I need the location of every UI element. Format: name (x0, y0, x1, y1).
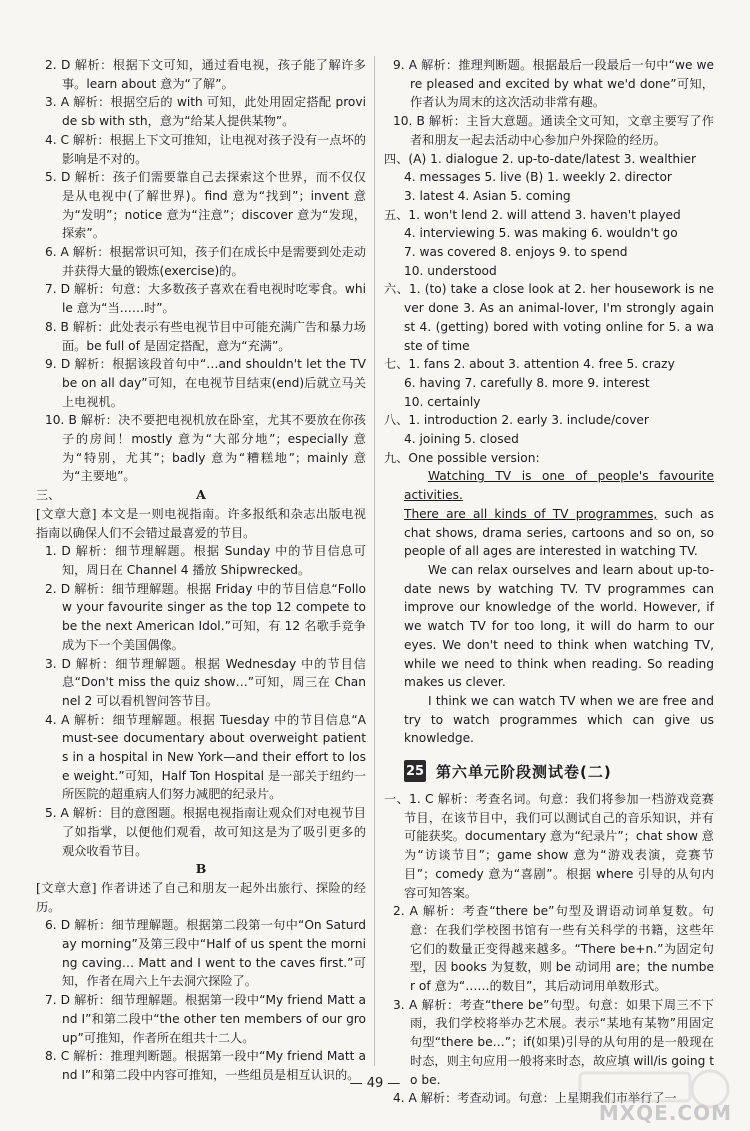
answer-item: 六、1. (to) take a close look at 2. her housework is never done 3. As an animal-lover, I'm strongly against 4. (getting) bored with voting online for 5. a waste of time (384, 282, 714, 353)
answer-item: 10. B 解析：决不要把电视机放在卧室，尤其不要放在你孩子的房间！mostly 意为“大部分地”；especially 意为“特别，尤其”；badly 意为“糟糕地”；mainly 意为“主要地”。 (45, 413, 366, 484)
passage-summary: [文章大意] 作者讲述了自己和朋友一起外出旅行、探险的经历。 (36, 880, 366, 914)
section-header (36, 486, 366, 505)
essay-underlined-2: There are all kinds of TV programmes, (404, 506, 658, 521)
answer-item: 2. D 解析：根据下文可知，通过看电视，孩子能了解许多事。learn about 意为“了解”。 (45, 58, 366, 91)
answer-item: 八、1. introduction 2. early 3. include/cover (384, 413, 649, 428)
answer-item: 5. D 解析：孩子们需要靠自己去探索这个世界，而不仅仅是从电视中(了解世界)。find 意为“找到”；invent 意为“发明”；notice 意为“注意”；discover 意为“发现，探索”。 (45, 170, 366, 241)
answer-item: 4. A 解析：考查动词。句意：上星期我们市举行了一 (393, 1091, 677, 1106)
answer-item: 3. D 解析：细节理解题。根据 Wednesday 中的节目信息“Don't miss the quiz show…”可知，周三在 Channel 2 可以看机智问答节目。 (45, 656, 366, 708)
answer-item: 3. A 解析：根据空后的 with 可知，此处用固定搭配 provide sb with sth，意为“给某人提供某物”。 (45, 95, 366, 129)
answer-item: 9. D 解析：根据该段首句中“…and shouldn't let the TV be on all day”可知，在电视节目结束(end)后就立马关上电视机。 (45, 357, 366, 409)
answer-item: 8. C 解析：推理判断题。根据第一段中“My friend Matt and I”和第二段中内容可推知，一些组员是相互认识的。 (45, 1049, 366, 1082)
answer-item: 4. interviewing 5. was making 6. wouldn't go (404, 226, 678, 241)
answer-item: 2. A 解析：考查“there be”句型及谓语动词单复数。句意：在我们学校图书馆有一些有关科学的书籍，这些年它们的数量正变得越来越多。“There be+n.”为固定句型，因 books 为复数，则 be 动词用 are；the number of 意为“……的数目”，其后动词用单数形式。 (393, 904, 714, 994)
answer-item: 5. A 解析：目的意图题。根据电视指南让观众们对电视节目了如指掌，以便他们观看，故可知这是为了吸引更多的观众收看节目。 (45, 806, 366, 858)
answer-item: 4. A 解析：细节理解题。根据 Tuesday 中的节目信息“A must-see documentary about overweight patients in a hospital in New York—and their effort to lose weight.”可知，Half Ton Hospital 是一部关于纽约一所医院的超重病人们努力减肥的纪录片。 (45, 712, 366, 802)
answer-item: 10. B 解析：主旨大意题。通读全文可知，文章主要写了作者和朋友一起去活动中心参加户外探险的经历。 (393, 114, 714, 147)
answer-item: 4. messages 5. live (B) 1. weekly 2. director (404, 170, 672, 185)
answer-item: 四、(A) 1. dialogue 2. up-to-date/latest 3. wealthier (384, 151, 697, 166)
answer-item: 6. A 解析：根据常识可知，孩子们在成长中是需要到处走动并获得大量的锻炼(exercise)的。 (45, 245, 366, 278)
passage-letter: B (195, 861, 207, 877)
column-divider (374, 56, 375, 1066)
essay-paragraph-1-cont (404, 505, 714, 561)
answer-item: 五、1. won't lend 2. will attend 3. haven't played (384, 207, 681, 222)
essay-text-1: such as chat shows, drama series, cartoons and so on, so people of all ages are interested in watching TV. (404, 506, 714, 559)
essay-paragraph-1 (404, 467, 714, 504)
answer-item: 6. having 7. carefully 8. more 9. interest (404, 375, 650, 390)
answer-item: 4. C 解析：根据上下文可推知，让电视对孩子没有一点坏的影响是不对的。 (45, 132, 366, 166)
passage-letter: A (196, 487, 206, 503)
unit-title: 第六单元阶段测试卷(二) (436, 762, 612, 781)
unit-test-heading (404, 760, 714, 782)
answer-item: 3. A 解析：考查“there be”句型。句意：如果下周三不下雨，我们学校将举办艺术展。表示“某地有某物”用固定句型“there be…”；if(如果)引导的从句用的是一般现在时态，则主句应用一般将来时态，故应填 will/is going to be. (393, 997, 714, 1087)
section-label: 三、 (36, 488, 61, 503)
answer-item: 10. understood (404, 263, 497, 278)
sample-essay (384, 467, 714, 748)
unit-answers (384, 790, 714, 1108)
answer-item: 7. D 解析：句意：大多数孩子喜欢在看电视时吃零食。while 意为“当……时”。 (45, 282, 366, 316)
left-column (36, 56, 366, 1085)
essay-paragraph-2: We can relax ourselves and learn about up-to-date news by watching TV. TV programmes can improve our knowledge of the world. However, if we watch TV for too long, it will do harm to our eyes. We don't need to think when watching TV, while we need to think when reading. So reading makes us clever. (404, 562, 714, 690)
answer-item: 一、1. C 解析：考查名词。句意：我们将参加一档游戏竞赛节目，在该节目中，我们可以测试自己的音乐知识，并有可能获奖。documentary 意为“纪录片”；chat show 意为“访谈节目”；game show 意为“游戏表演，竞赛节目”；comedy 意为“喜剧”。根据 where 引导的从句内容可知答案。 (384, 792, 714, 900)
answer-item: 九、One possible version: (384, 450, 540, 465)
answer-item: 3. latest 4. Asian 5. coming (404, 188, 571, 203)
right-answers (384, 56, 714, 467)
unit-number-badge: 25 (404, 760, 426, 782)
answer-item: 10. certainly (404, 394, 481, 409)
page-number: — 49 — (349, 1076, 401, 1091)
passage-summary: [文章大意] 本文是一则电视指南。许多报纸和杂志出版电视指南以确保人们不会错过最喜爱的节目。 (36, 506, 366, 540)
right-column (384, 56, 714, 1108)
answer-item: 1. D 解析：细节理解题。根据 Sunday 中的节目信息可知，周日在 Channel 4 播放 Shipwrecked。 (45, 544, 366, 577)
answer-item: 9. A 解析：推理判断题。根据最后一段最后一句中“we were pleased and excited by what we'd done”可知，作者认为周末的这次活动非常有趣。 (393, 58, 714, 110)
answer-item: 4. joining 5. closed (404, 432, 519, 447)
watermark-text: MXQE.COM (598, 1101, 732, 1125)
essay-underlined-1: Watching TV is one of people's favourite activities. (404, 469, 714, 503)
answer-item: 8. B 解析：此处表示有些电视节目中可能充满广告和暴力场面。be full of 是固定搭配，意为“充满”。 (45, 319, 366, 353)
answer-item: 6. D 解析：细节理解题。根据第二段第一句中“On Saturday morning”及第三段中“Half of us spent the morning caving… Matt and I went to the caves first.”可知，作者在周六上午去洞穴探险了。 (45, 918, 366, 989)
answer-item: 7. was covered 8. enjoys 9. to spend (404, 245, 628, 260)
essay-paragraph-3: I think we can watch TV when we are free and try to watch programmes which can give us knowledge. (404, 693, 714, 746)
answer-item: 7. D 解析：细节理解题。根据第一段中“My friend Matt and I”和第二段中“the other ten members of our group”可推知，作者所在组共十二人。 (45, 993, 366, 1045)
answer-item: 2. D 解析：细节理解题。根据 Friday 中的节目信息“Follow your favourite singer as the top 12 compete to be the next American Idol.”可知，有 12 名歌手竞争成为下一个美国偶像。 (45, 581, 366, 652)
answer-item: 七、1. fans 2. about 3. attention 4. free 5. crazy (384, 357, 675, 372)
